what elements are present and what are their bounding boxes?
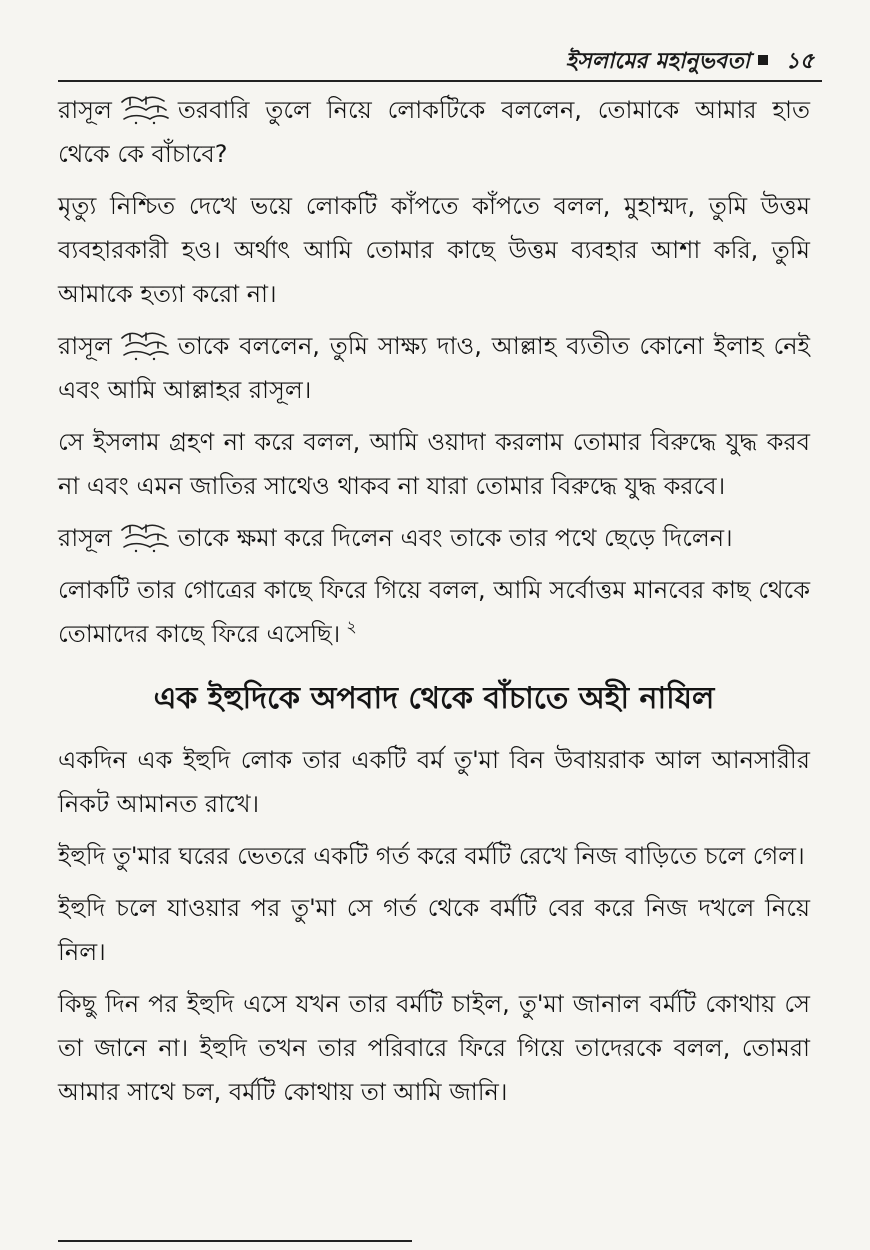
page-content — [58, 88, 810, 1122]
footnote-divider — [58, 1240, 412, 1242]
footnote-marker[interactable]: ২ — [346, 617, 357, 636]
paragraph-text: রাসূল — [58, 524, 112, 552]
paragraph — [58, 516, 810, 560]
paragraph-text: লোকটি তার গোত্রের কাছে ফিরে গিয়ে বলল, আমি সর্বোত্তম মানবের কাছ থেকে তোমাদের কাছে ফিরে এসেছি। — [58, 576, 810, 648]
paragraph — [58, 88, 810, 176]
running-header — [58, 40, 822, 82]
paragraph: কিছু দিন পর ইহুদি এসে যখন তার বর্মটি চাইল, তু'মা জানাল বর্মটি কোথায় সে তা জানে না। ইহুদি তখন তার পরিবারে ফিরে গিয়ে তাদেরকে বলল, তোমরা আমার সাথে চল, বর্মটি কোথায় তা আমি জানি। — [58, 990, 810, 1106]
paragraph-text: রাসূল — [58, 332, 112, 360]
section-heading: এক ইহুদিকে অপবাদ থেকে বাঁচাতে অহী নাযিল — [153, 681, 715, 716]
paragraph-text: তরবারি তুলে নিয়ে লোকটিকে বললেন, তোমাকে আমার হাত থেকে কে বাঁচাবে? — [58, 96, 810, 168]
paragraph — [58, 568, 810, 656]
page-number: ১৫ — [785, 48, 814, 74]
paragraph: মৃত্যু নিশ্চিত দেখে ভয়ে লোকটি কাঁপতে কাঁপতে বলল, মুহাম্মদ, তুমি উত্তম ব্যবহারকারী হও। অর্থাৎ আমি তোমার কাছে উত্তম ব্যবহার আশা করি, তুমি আমাকে হত্যা করো না। — [58, 192, 810, 308]
paragraph — [58, 324, 810, 412]
paragraph-text: রাসূল — [58, 96, 112, 124]
header-separator-square — [758, 55, 768, 65]
paragraph: সে ইসলাম গ্রহণ না করে বলল, আমি ওয়াদা করলাম তোমার বিরুদ্ধে যুদ্ধ করব না এবং এমন জাতির সাথেও থাকব না যারা তোমার বিরুদ্ধে যুদ্ধ করবে। — [58, 428, 810, 500]
salawat-calligraphy-icon — [116, 520, 172, 554]
paragraph-text: তাকে বললেন, তুমি সাক্ষ্য দাও, আল্লাহ ব্যতীত কোনো ইলাহ নেই এবং আমি আল্লাহর রাসূল। — [58, 332, 810, 404]
header-title: ইসলামের মহানুভবতা — [565, 48, 750, 74]
paragraph: একদিন এক ইহুদি লোক তার একটি বর্ম তু'মা বিন উবায়রাক আল আনসারীর নিকট আমানত রাখে। — [58, 746, 810, 818]
salawat-calligraphy-icon — [116, 92, 172, 126]
paragraph: ইহুদি তু'মার ঘরের ভেতরে একটি গর্ত করে বর্মটি রেখে নিজ বাড়িতে চলে গেল। — [58, 842, 805, 870]
paragraph: ইহুদি চলে যাওয়ার পর তু'মা সে গর্ত থেকে বর্মটি বের করে নিজ দখলে নিয়ে নিল। — [58, 894, 810, 966]
paragraph-text: তাকে ক্ষমা করে দিলেন এবং তাকে তার পথে ছেড়ে দিলেন। — [177, 524, 733, 552]
salawat-calligraphy-icon — [116, 328, 172, 362]
